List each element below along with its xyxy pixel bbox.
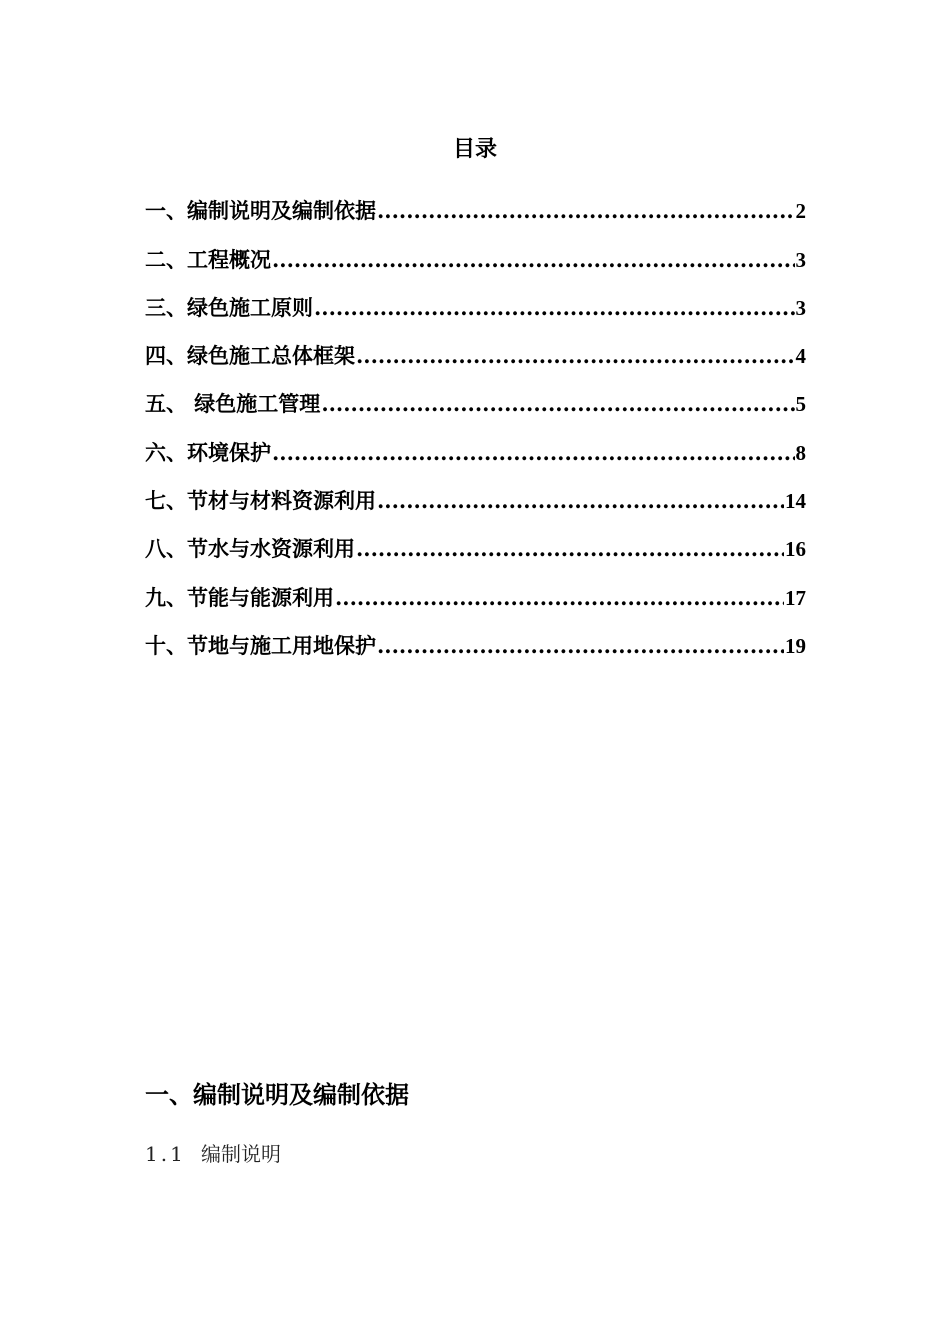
toc-entry-label: 四、绿色施工总体框架 [145, 343, 355, 369]
toc-dot-leader [356, 532, 784, 566]
toc-entry-label: 二、工程概况 [145, 246, 271, 272]
toc-entry-page: 5 [795, 392, 806, 417]
toc-entry[interactable] [145, 277, 806, 325]
toc-entry[interactable] [145, 566, 806, 614]
toc-entry[interactable] [145, 518, 806, 566]
toc-dot-leader [377, 484, 784, 518]
toc-entry-page: 4 [795, 344, 806, 369]
toc-entry[interactable] [145, 180, 806, 228]
toc-entry-label: 五、 绿色施工管理 [145, 391, 321, 417]
toc-entry-page: 17 [785, 585, 806, 610]
toc-entry-label: 十、节地与施工用地保护 [145, 632, 376, 658]
toc-entry[interactable] [145, 228, 806, 276]
toc-title: 目录 [452, 136, 497, 162]
toc-dot-leader [272, 243, 795, 277]
toc-entry-label: 九、节能与能源利用 [145, 584, 334, 610]
toc-entry-page: 19 [785, 633, 806, 658]
toc-entry-page: 3 [795, 295, 806, 320]
toc-dot-leader [335, 581, 784, 615]
subsection-title: 编制说明 [201, 1142, 281, 1166]
toc-dot-leader [377, 194, 795, 228]
toc-entry-label: 三、绿色施工原则 [145, 294, 313, 320]
toc-entry-page: 2 [795, 199, 806, 224]
toc-dot-leader [314, 291, 795, 325]
subsection-heading [145, 1140, 281, 1168]
section-heading: 一、编制说明及编制依据 [145, 1080, 409, 1109]
toc-entry-page: 16 [785, 537, 806, 562]
toc-entry-label: 六、环境保护 [145, 439, 271, 465]
toc-entry[interactable] [145, 470, 806, 518]
toc-entry[interactable] [145, 325, 806, 373]
toc-entry-label: 七、节材与材料资源利用 [145, 488, 376, 514]
toc-dot-leader [272, 436, 795, 470]
toc-entry[interactable] [145, 421, 806, 469]
toc-dot-leader [321, 387, 794, 421]
toc-entry[interactable] [145, 373, 806, 421]
toc-entry-page: 3 [795, 247, 806, 272]
toc-list [145, 180, 806, 663]
toc-entry-page: 14 [785, 489, 806, 514]
subsection-number: 1.1 [145, 1142, 186, 1166]
toc-entry-label: 八、节水与水资源利用 [145, 536, 355, 562]
toc-entry[interactable] [145, 615, 806, 663]
toc-entry-label: 一、编制说明及编制依据 [145, 198, 376, 224]
toc-entry-page: 8 [795, 440, 806, 465]
toc-dot-leader [377, 629, 784, 663]
toc-dot-leader [356, 339, 795, 373]
